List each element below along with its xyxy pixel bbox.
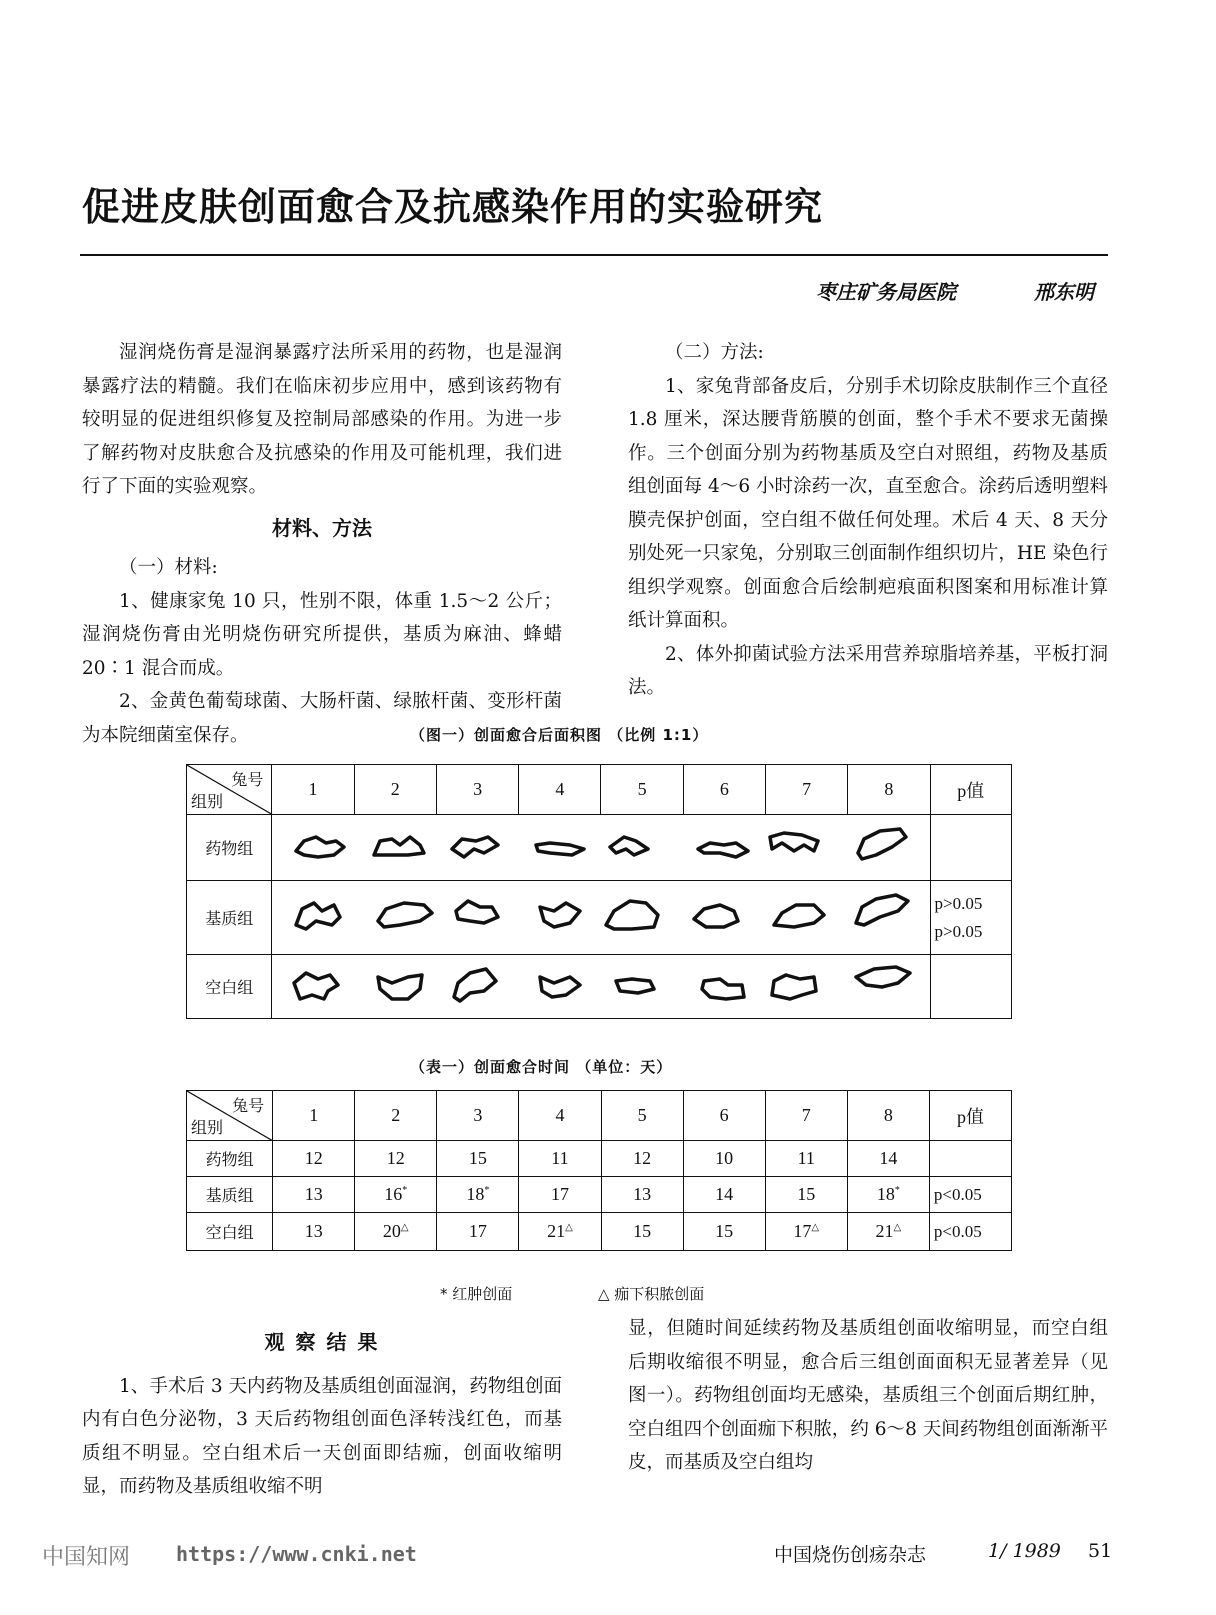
table1-rabbit-header: 兔号 (232, 1096, 265, 1115)
figure1-p-cell-blank (930, 955, 1011, 1019)
figure1-col-header: 2 (354, 765, 436, 815)
table1-col-header: 4 (519, 1091, 601, 1141)
table1-cell (847, 1177, 929, 1213)
healing-days-value: 15 (468, 1148, 487, 1168)
journal-name: 中国烧伤创疡杂志 (774, 1544, 927, 1566)
table1-group-name: 基质组 (187, 1177, 273, 1213)
table1-cell (847, 1141, 929, 1177)
wound-outlines-drug (272, 815, 930, 881)
table1-cell (601, 1141, 683, 1177)
table1-header-row (187, 1091, 1012, 1141)
table1-cell (355, 1141, 437, 1177)
healing-days-value: 20 (382, 1221, 401, 1241)
healing-days-value: 15 (633, 1221, 652, 1241)
healing-days-value: 12 (633, 1148, 652, 1168)
figure1-group-header: 组别 (191, 792, 224, 811)
table1-cell (765, 1141, 847, 1177)
results-paragraph-left: 1、手术后 3 天内药物及基质组创面湿润，药物组创面内有白色分泌物，3 天后药物组创面色泽转浅红色，而基质组不明显。空白组术后一天创面即结痂，创面收缩明显，而药物及基质组收缩不明 (82, 1375, 562, 1497)
methods-paragraph-1: 1、家兔背部备皮后，分别手术切除皮肤制作三个直径 1.8 厘米，深达腰背筋膜的创面，整个手术不要求无菌操作。三个创面分别为药物基质及空白对照组，药物及基质组创面每 4～6 小时涂药一次，直至愈合。涂药后透明塑料膜壳保护创面，空白组不做任何处理。术后 4 天、8 天分别处死一只家兔，分别取三创面制作组织切片，HE 染色行组织学观察。创面愈合后绘制疤痕面积图案和用标准计算纸计算面积。 (628, 375, 1108, 631)
figure1-group-name: 基质组 (187, 881, 272, 955)
right-column (628, 336, 1108, 705)
p-value: p>0.05 (934, 921, 983, 941)
byline-author: 邢东明 (1034, 280, 1094, 304)
healing-days-value: 11 (551, 1148, 569, 1168)
wound-outline-shapes (274, 881, 928, 949)
cnki-logo-text: 中国知网 (42, 1545, 131, 1570)
healing-days-value: 12 (304, 1148, 323, 1168)
figure1-rabbit-header: 兔号 (231, 770, 264, 789)
table1-cell (765, 1213, 847, 1251)
note-red-swelling: * 红肿创面 (440, 1285, 513, 1303)
healing-days-value: 21 (547, 1221, 566, 1241)
section-heading-results: 观 察 结 果 (264, 1330, 380, 1354)
healing-days-value: 13 (304, 1184, 323, 1204)
footnote-mark: △ (811, 1222, 820, 1233)
table1-col-header: 6 (683, 1091, 765, 1141)
healing-days-value: 11 (797, 1148, 815, 1168)
wound-outlines-blank (272, 955, 930, 1019)
intro-paragraph: 湿润烧伤膏是湿润暴露疗法所采用的药物，也是湿润暴露疗法的精髓。我们在临床初步应用中，感到该药物有较明显的促进组织修复及控制局部感染的作用。为进一步了解药物对皮肤愈合及抗感染的作用及可能机理，我们进行了下面的实验观察。 (82, 342, 562, 497)
healing-days-value: 14 (715, 1184, 734, 1204)
table-row (187, 1141, 1012, 1177)
footnote-mark: △ (893, 1222, 902, 1233)
table1-group-name: 药物组 (187, 1141, 273, 1177)
table1-cell (601, 1213, 683, 1251)
table1-group-name: 空白组 (187, 1213, 273, 1251)
footnote-mark: △ (565, 1222, 573, 1233)
table1-cell (683, 1141, 765, 1177)
figure1-group-name: 药物组 (187, 815, 272, 881)
wound-outline-shapes (274, 955, 928, 1013)
figure1-col-header: 8 (848, 765, 930, 815)
wound-outline-shapes (274, 815, 928, 875)
figure1-p-cell-drug (930, 815, 1011, 881)
page-number: 51 (1088, 1540, 1113, 1562)
figure1-row-base (187, 881, 1012, 955)
footnote-mark: △ (400, 1222, 409, 1233)
table1-cell (273, 1213, 355, 1251)
article-title: 促进皮肤创面愈合及抗感染作用的实验研究 (82, 185, 824, 229)
figure1-header-row (187, 765, 1012, 815)
results-right-column (628, 1312, 1108, 1480)
note-pus-under-scab: △ 痂下积脓创面 (598, 1285, 705, 1303)
table-row (187, 1213, 1012, 1251)
healing-days-value: 17 (468, 1221, 487, 1241)
table1-cell (273, 1177, 355, 1213)
footnote-mark: * (484, 1185, 490, 1196)
figure1-row-blank (187, 955, 1012, 1019)
table1-cell (683, 1213, 765, 1251)
materials-subheading: （一）材料: (119, 557, 218, 578)
figure1-caption: （图一）创面愈合后面积图 （比例 1:1） (410, 726, 709, 744)
table1-cell (355, 1177, 437, 1213)
healing-days-value: 18 (876, 1184, 895, 1204)
table1-col-header: 7 (765, 1091, 847, 1141)
figure1-p-cell-base (930, 881, 1011, 955)
table1-cell (437, 1177, 519, 1213)
healing-days-value: 12 (386, 1148, 405, 1168)
healing-days-value: 13 (304, 1221, 323, 1241)
figure1-row-drug (187, 815, 1012, 881)
footnote-mark: * (894, 1185, 900, 1196)
figure1-corner-cell (187, 765, 272, 815)
table1-col-header: 1 (273, 1091, 355, 1141)
figure1-table (186, 764, 1012, 1019)
table-row (187, 1177, 1012, 1213)
footnote-mark: * (402, 1185, 408, 1196)
table1-cell (355, 1213, 437, 1251)
table1-cell (765, 1177, 847, 1213)
figure1-col-header: 1 (272, 765, 354, 815)
methods-paragraph-2: 2、体外抑菌试验方法采用营养琼脂培养基，平板打洞法。 (628, 643, 1108, 698)
table1-col-header: 5 (601, 1091, 683, 1141)
wound-outlines-base (272, 881, 930, 955)
journal-issue: 1/ 1989 (988, 1540, 1061, 1562)
title-rule (80, 254, 1108, 256)
healing-days-value: 14 (879, 1148, 898, 1168)
healing-days-value: 16 (384, 1184, 403, 1204)
figure1-col-header: 4 (519, 765, 601, 815)
healing-days-value: 17 (793, 1221, 812, 1241)
healing-days-value: 10 (715, 1148, 734, 1168)
materials-paragraph-2: 2、金黄色葡萄球菌、大肠杆菌、绿脓杆菌、变形杆菌为本院细菌室保存。 (82, 691, 562, 746)
materials-paragraph-1: 1、健康家兔 10 只，性别不限，体重 1.5～2 公斤；湿润烧伤膏由光明烧伤研究所提供，基质为麻油、蜂蜡 20∶1 混合而成。 (82, 590, 562, 679)
healing-days-value: 15 (797, 1184, 816, 1204)
table1-cell (437, 1213, 519, 1251)
figure1-p-header: p值 (930, 765, 1011, 815)
table1-cell (437, 1141, 519, 1177)
table1-col-header: 3 (437, 1091, 519, 1141)
methods-subheading: （二）方法: (665, 342, 764, 363)
table1-p-cell: p<0.05 (929, 1177, 1011, 1213)
table1-corner-cell (187, 1091, 273, 1141)
figure1-group-name: 空白组 (187, 955, 272, 1019)
table1-cell (273, 1141, 355, 1177)
table1-cell (519, 1141, 601, 1177)
results-left-column (82, 1318, 562, 1504)
healing-days-value: 17 (550, 1184, 569, 1204)
section-heading-methods: 材料、方法 (272, 515, 372, 540)
table1-cell (519, 1213, 601, 1251)
p-value: p>0.05 (934, 893, 983, 913)
figure1-col-header: 5 (601, 765, 683, 815)
results-paragraph-right: 显，但随时间延续药物及基质组创面收缩明显，而空白组后期收缩很不明显，愈合后三组创面面积无显著差异（见图一）。药物组创面均无感染，基质组三个创面后期红肿，空白组四个创面痂下积脓，约 6～8 天间药物组创面渐渐平皮，而基质及空白组均 (628, 1318, 1108, 1473)
table1 (186, 1090, 1012, 1251)
left-column (82, 336, 562, 752)
table1-cell (519, 1177, 601, 1213)
table1-cell (847, 1213, 929, 1251)
figure1-col-header: 3 (436, 765, 518, 815)
healing-days-value: 13 (633, 1184, 652, 1204)
table1-col-header: 2 (355, 1091, 437, 1141)
table1-group-header: 组别 (191, 1118, 224, 1137)
table1-p-cell: p<0.05 (929, 1213, 1011, 1251)
table1-cell (601, 1177, 683, 1213)
healing-days-value: 15 (715, 1221, 734, 1241)
cnki-url[interactable]: https://www.cnki.net (176, 1542, 417, 1566)
figure1-col-header: 6 (683, 765, 765, 815)
healing-days-value: 21 (875, 1221, 894, 1241)
table1-p-cell (929, 1141, 1011, 1177)
table1-col-header: 8 (847, 1091, 929, 1141)
byline-institution: 枣庄矿务局医院 (816, 280, 956, 304)
healing-days-value: 18 (466, 1184, 485, 1204)
table1-caption: （表一）创面愈合时间 （单位：天） (410, 1058, 673, 1076)
table1-cell (683, 1177, 765, 1213)
table1-p-header: p值 (929, 1091, 1011, 1141)
figure1-col-header: 7 (766, 765, 848, 815)
